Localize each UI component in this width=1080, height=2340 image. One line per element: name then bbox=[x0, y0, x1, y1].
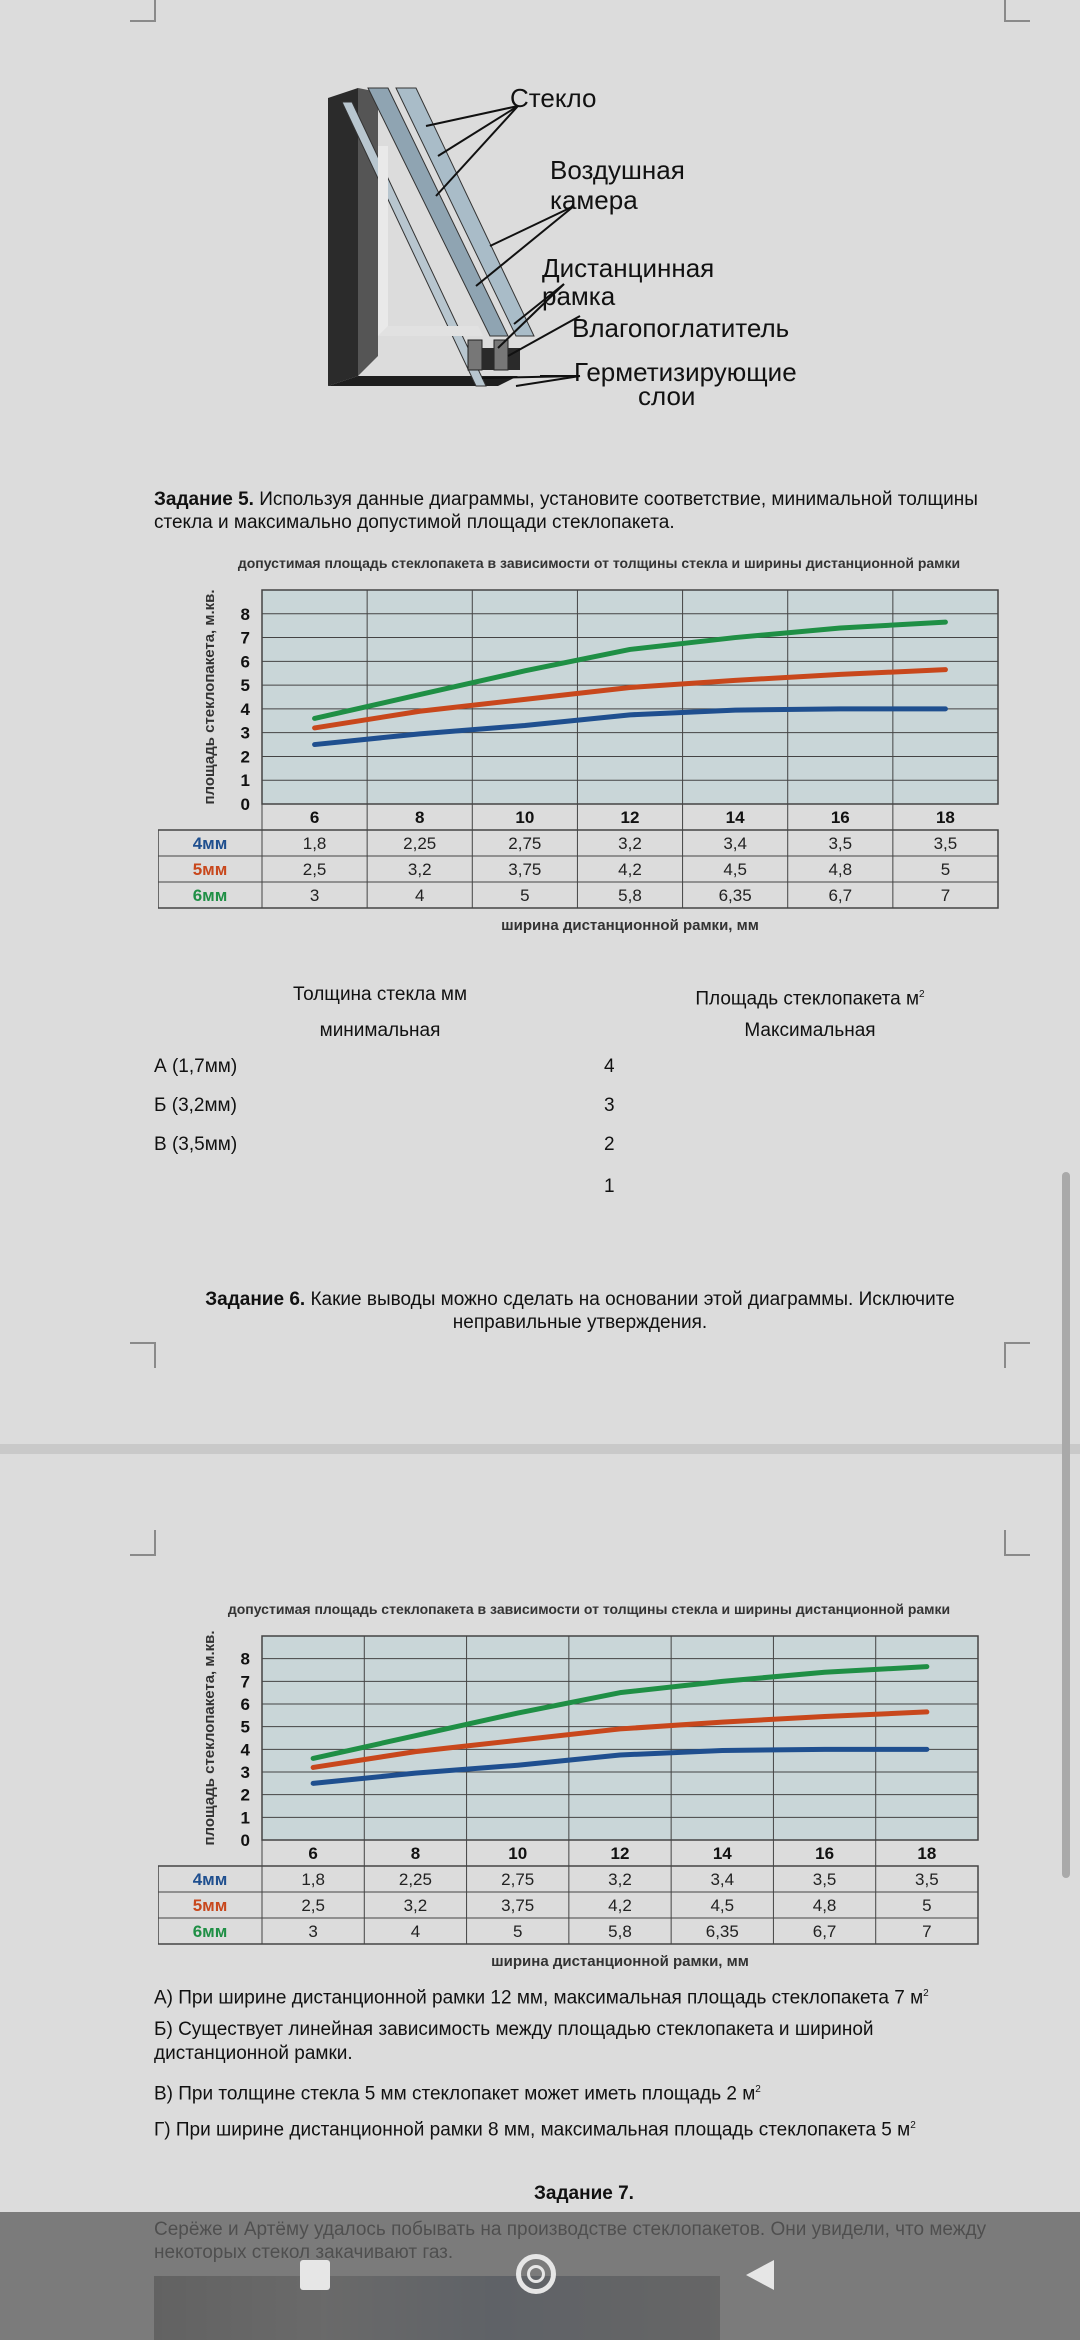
y-tick-label: 7 bbox=[240, 1672, 250, 1692]
data-label: 1,8 bbox=[302, 834, 327, 853]
data-label: 3,4 bbox=[710, 1870, 735, 1889]
chart-1 bbox=[158, 546, 1000, 936]
statement-sup: 2 bbox=[923, 1988, 929, 1999]
col1-header: Толщина стекла мм bbox=[292, 984, 468, 1005]
chart-title: допустимая площадь стеклопакета в зависимости от толщины стекла и ширины дистанционной рамки bbox=[237, 555, 961, 571]
series-row-label: 4мм bbox=[192, 834, 228, 853]
statement-text: Г) При ширине дистанционной рамки 8 мм, максимальная площадь стеклопакета 5 м bbox=[154, 2119, 911, 2141]
statement bbox=[154, 1982, 974, 2010]
y-tick-label: 0 bbox=[240, 1831, 250, 1850]
scrollbar[interactable] bbox=[1062, 1172, 1070, 1878]
data-label: 5 bbox=[922, 1896, 932, 1915]
x-tick-label: 14 bbox=[725, 808, 745, 827]
col2-header bbox=[640, 984, 980, 1010]
left-item: А (1,7мм) bbox=[154, 1056, 238, 1077]
data-label: 3,2 bbox=[618, 834, 642, 853]
data-label: 4,2 bbox=[608, 1896, 632, 1915]
x-tick-label: 18 bbox=[935, 808, 955, 827]
data-label: 5,8 bbox=[618, 886, 642, 905]
y-tick-label: 8 bbox=[240, 1649, 250, 1669]
y-tick-label: 1 bbox=[240, 1808, 250, 1828]
data-label: 3,4 bbox=[723, 834, 747, 853]
right-item: 1 bbox=[604, 1176, 615, 1197]
data-label: 3,5 bbox=[933, 834, 958, 853]
x-tick-label: 12 bbox=[620, 808, 640, 827]
data-label: 6,7 bbox=[812, 1922, 837, 1941]
recents-icon[interactable] bbox=[300, 2260, 330, 2290]
x-tick-label: 8 bbox=[410, 1844, 421, 1863]
x-tick-label: 6 bbox=[309, 808, 320, 827]
data-label: 1,8 bbox=[301, 1870, 325, 1889]
y-tick-label: 5 bbox=[240, 676, 250, 696]
x-tick-label: 10 bbox=[515, 808, 535, 827]
y-tick-label: 5 bbox=[240, 1717, 250, 1737]
data-label: 5,8 bbox=[608, 1922, 632, 1941]
plot-area bbox=[262, 1636, 978, 1840]
data-table bbox=[158, 1866, 978, 1944]
data-label: 4,5 bbox=[723, 860, 747, 879]
x-tick-label: 8 bbox=[414, 808, 425, 827]
statement-sup: 2 bbox=[755, 2084, 761, 2095]
crop-mark bbox=[130, 1342, 156, 1368]
data-label: 2,5 bbox=[302, 860, 327, 879]
y-tick-label: 4 bbox=[240, 699, 250, 719]
data-label: 2,25 bbox=[403, 834, 437, 853]
col2-sub: Максимальная bbox=[744, 1020, 876, 1041]
crop-mark bbox=[1004, 1530, 1030, 1556]
x-axis-label: ширина дистанционной рамки, мм bbox=[491, 1953, 749, 1970]
task5-body: Используя данные диаграммы, установите соответствие, минимальной толщины стекла и максимально допустимой площади стеклопакета. bbox=[154, 489, 978, 533]
data-label: 3,2 bbox=[608, 1870, 632, 1889]
label-sealant: Герметизирующие bbox=[574, 357, 797, 387]
data-label: 7 bbox=[922, 1922, 932, 1941]
x-tick-label: 12 bbox=[610, 1844, 630, 1863]
col2-header-text: Площадь стеклопакета м bbox=[695, 988, 920, 1010]
statement bbox=[154, 2114, 974, 2142]
task6-body: Какие выводы можно сделать на основании этой диаграммы. Исключите неправильные утверждения. bbox=[310, 1289, 955, 1333]
data-label: 3,5 bbox=[915, 1870, 939, 1889]
data-label: 2,75 bbox=[501, 1870, 535, 1889]
data-label: 3,2 bbox=[403, 1896, 428, 1915]
data-label: 6,7 bbox=[828, 886, 853, 905]
back-icon[interactable] bbox=[744, 2258, 776, 2292]
home-icon[interactable] bbox=[516, 2254, 556, 2294]
home-inner-icon bbox=[527, 2265, 545, 2283]
crop-mark bbox=[1004, 0, 1030, 22]
y-tick-label: 4 bbox=[240, 1740, 250, 1760]
data-label: 3,5 bbox=[812, 1870, 837, 1889]
data-label: 6,35 bbox=[705, 1922, 739, 1941]
data-label: 4,5 bbox=[710, 1896, 735, 1915]
data-label: 4 bbox=[414, 886, 425, 905]
task6-title: Задание 6. bbox=[205, 1289, 306, 1310]
series-row-label: 6мм bbox=[192, 1922, 228, 1941]
data-label: 7 bbox=[940, 886, 951, 905]
col2-header-sup: 2 bbox=[919, 989, 925, 1000]
data-label: 5 bbox=[512, 1922, 523, 1941]
label-spacer: Дистанцинная bbox=[542, 253, 715, 283]
data-label: 5 bbox=[520, 886, 530, 905]
task6-text bbox=[180, 1288, 980, 1334]
statement bbox=[154, 2078, 974, 2106]
crop-mark bbox=[130, 0, 156, 22]
data-label: 3,5 bbox=[828, 834, 853, 853]
page-separator bbox=[0, 1444, 1080, 1454]
col1-sub: минимальная bbox=[319, 1020, 441, 1041]
x-tick-label: 18 bbox=[917, 1844, 937, 1863]
data-label: 3,2 bbox=[407, 860, 432, 879]
data-label: 6,35 bbox=[718, 886, 752, 905]
data-label: 4,8 bbox=[812, 1896, 837, 1915]
y-tick-label: 2 bbox=[240, 747, 250, 767]
left-item: Б (3,2мм) bbox=[154, 1095, 237, 1116]
x-tick-label: 16 bbox=[830, 808, 850, 827]
plot-area bbox=[262, 590, 998, 804]
task5-text bbox=[154, 488, 1014, 534]
label-glass: Стекло bbox=[510, 83, 597, 113]
window-diagram bbox=[318, 83, 838, 422]
crop-mark bbox=[1004, 1342, 1030, 1368]
data-label: 3 bbox=[308, 1922, 318, 1941]
statement bbox=[154, 2018, 974, 2066]
x-tick-label: 10 bbox=[508, 1844, 528, 1863]
y-tick-label: 8 bbox=[240, 604, 250, 624]
right-item: 2 bbox=[604, 1134, 615, 1155]
data-label: 4 bbox=[410, 1922, 421, 1941]
y-tick-label: 3 bbox=[240, 1763, 250, 1782]
y-tick-label: 2 bbox=[240, 1785, 250, 1805]
task5-title: Задание 5. bbox=[154, 489, 254, 510]
data-label: 2,25 bbox=[398, 1870, 432, 1889]
y-tick-label: 1 bbox=[240, 771, 250, 791]
label-desiccant: Влагопоглатитель bbox=[572, 313, 790, 343]
statement-text: В) При толщине стекла 5 мм стеклопакет может иметь площадь 2 м bbox=[154, 2083, 756, 2105]
data-label: 3,75 bbox=[501, 1896, 535, 1915]
data-label: 5 bbox=[940, 860, 951, 879]
statement-sup: 2 bbox=[910, 2120, 916, 2131]
chart-2 bbox=[158, 1592, 980, 1972]
y-tick-label: 3 bbox=[240, 723, 250, 743]
data-label: 2,5 bbox=[301, 1896, 325, 1915]
y-tick-label: 0 bbox=[240, 795, 250, 814]
data-label: 2,75 bbox=[508, 834, 542, 853]
data-table bbox=[158, 830, 998, 908]
y-axis-label: площадь стеклопакета, м.кв. bbox=[201, 1630, 218, 1846]
data-label: 3 bbox=[309, 886, 320, 905]
label-sealant-2: слои bbox=[638, 381, 696, 411]
x-axis-label: ширина дистанционной рамки, мм bbox=[501, 917, 759, 934]
right-item: 3 bbox=[604, 1095, 615, 1116]
statement-text: Б) Существует линейная зависимость между площадью стеклопакета и шириной дистанционной рамки. bbox=[154, 2019, 874, 2064]
y-tick-label: 6 bbox=[240, 1695, 250, 1714]
series-row-label: 4мм bbox=[192, 1870, 228, 1889]
crop-mark bbox=[130, 1530, 156, 1556]
task7-title: Задание 7. bbox=[534, 2183, 634, 2204]
data-label: 4,2 bbox=[618, 860, 642, 879]
x-tick-label: 16 bbox=[815, 1844, 835, 1863]
label-spacer-2: рамка bbox=[542, 281, 616, 311]
y-tick-label: 6 bbox=[240, 652, 250, 672]
navigation-bar bbox=[0, 2212, 1080, 2340]
y-tick-label: 7 bbox=[240, 628, 250, 648]
series-row-label: 6мм bbox=[192, 886, 228, 905]
series-row-label: 5мм bbox=[192, 860, 228, 879]
x-tick-label: 14 bbox=[712, 1844, 732, 1863]
label-air-chamber: Воздушная bbox=[550, 155, 685, 185]
chart-title: допустимая площадь стеклопакета в зависимости от толщины стекла и ширины дистанционной рамки bbox=[227, 1601, 951, 1617]
right-item: 4 bbox=[604, 1056, 615, 1077]
y-axis-label: площадь стеклопакета, м.кв. bbox=[201, 589, 218, 805]
x-tick-label: 6 bbox=[308, 1844, 318, 1863]
data-label: 4,8 bbox=[828, 860, 853, 879]
data-label: 3,75 bbox=[508, 860, 542, 879]
label-air-chamber-2: камера bbox=[550, 185, 638, 215]
left-item: В (3,5мм) bbox=[154, 1134, 238, 1155]
statement-text: А) При ширине дистанционной рамки 12 мм, максимальная площадь стеклопакета 7 м bbox=[154, 1987, 924, 2009]
series-row-label: 5мм bbox=[192, 1896, 228, 1915]
